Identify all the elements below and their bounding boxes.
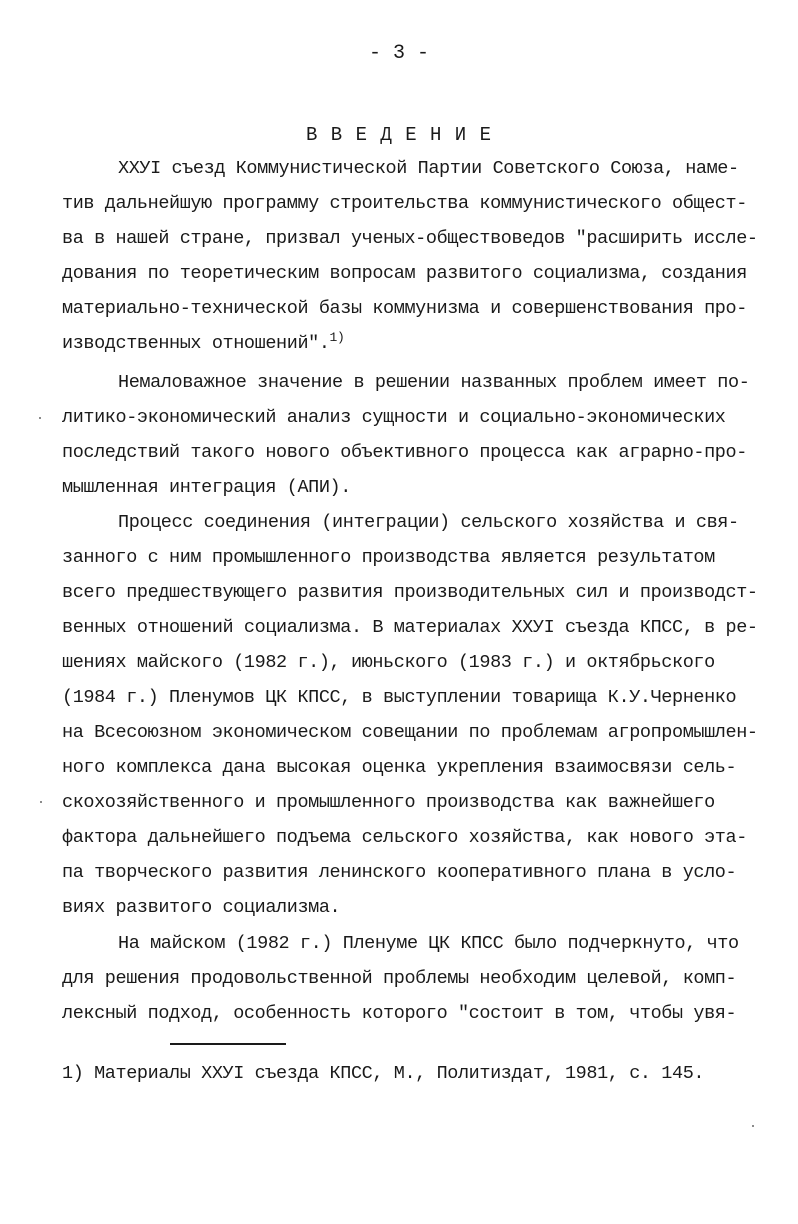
- text-line: ХХУI съезд Коммунистической Партии Советского Союза, наме-: [118, 158, 739, 179]
- page-number: - 3 -: [368, 42, 429, 65]
- scan-speck: [39, 417, 41, 419]
- text-line: ного комплекса дана высокая оценка укрепления взаимосвязи сель-: [62, 757, 737, 778]
- text-line: материально-технической базы коммунизма и совершенствования про-: [62, 298, 747, 319]
- text-line: (1984 г.) Пленумов ЦК КПСС, в выступлении товарища К.У.Черненко: [62, 687, 737, 708]
- text-line: всего предшествующего развития производительных сил и производст-: [62, 582, 758, 603]
- text-line: ва в нашей стране, призвал ученых-обществоведов "расширить иссле-: [62, 228, 758, 249]
- text-line: литико-экономический анализ сущности и социально-экономических: [62, 407, 726, 428]
- footnote-text: 1) Материалы ХХУI съезда КПСС, М., Политиздат, 1981, с. 145.: [62, 1063, 705, 1084]
- text-line: мышленная интеграция (АПИ).: [62, 477, 351, 498]
- text-line: дования по теоретическим вопросам развитого социализма, создания: [62, 263, 747, 284]
- text-line: на Всесоюзном экономическом совещании по проблемам агропромышлен-: [62, 722, 758, 743]
- text-line: На майском (1982 г.) Пленуме ЦК КПСС было подчеркнуто, что: [118, 933, 739, 954]
- text-line: скохозяйственного и промышленного производства как важнейшего: [62, 792, 715, 813]
- text-line: виях развитого социализма.: [62, 897, 341, 918]
- text-line-content: изводственных отношений".: [62, 333, 330, 354]
- text-line: фактора дальнейшего подъема сельского хозяйства, как нового эта-: [62, 827, 747, 848]
- text-line: последствий такого нового объективного процесса как аграрно-про-: [62, 442, 747, 463]
- text-line: Немаловажное значение в решении названных проблем имеет по-: [118, 372, 750, 393]
- section-heading: В В Е Д Е Н И Е: [305, 124, 493, 146]
- text-line: [62, 329, 345, 355]
- scan-speck: [752, 1125, 754, 1127]
- text-line: для решения продовольственной проблемы необходим целевой, комп-: [62, 968, 737, 989]
- text-line: лексный подход, особенность которого "состоит в том, чтобы увя-: [62, 1003, 737, 1024]
- scan-speck: [40, 801, 42, 803]
- text-line: Процесс соединения (интеграции) сельского хозяйства и свя-: [118, 512, 739, 533]
- text-line: венных отношений социализма. В материалах ХХУI съезда КПСС, в ре-: [62, 617, 758, 638]
- text-line: шениях майского (1982 г.), июньского (1983 г.) и октябрьского: [62, 652, 715, 673]
- text-line: занного с ним промышленного производства является результатом: [62, 547, 715, 568]
- text-line: тив дальнейшую программу строительства коммунистического общест-: [62, 193, 747, 214]
- text-line: па творческого развития ленинского кооперативного плана в усло-: [62, 862, 737, 883]
- footnote-rule: [170, 1043, 286, 1045]
- footnote-reference: 1): [329, 329, 345, 345]
